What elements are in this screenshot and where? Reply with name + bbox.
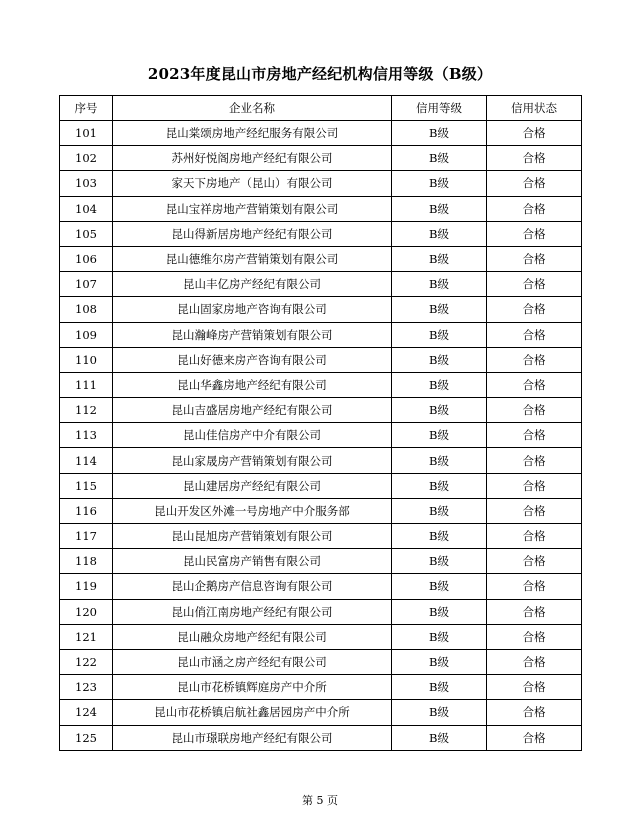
cell-credit-grade: B级 <box>392 221 487 246</box>
cell-serial-number: 101 <box>60 121 113 146</box>
cell-serial-number: 117 <box>60 524 113 549</box>
cell-company-name: 昆山市涵之房产经纪有限公司 <box>113 649 392 674</box>
cell-company-name: 昆山开发区外滩一号房地产中介服务部 <box>113 498 392 523</box>
cell-credit-grade: B级 <box>392 246 487 271</box>
cell-credit-grade: B级 <box>392 549 487 574</box>
cell-serial-number: 116 <box>60 498 113 523</box>
cell-credit-grade: B级 <box>392 649 487 674</box>
cell-company-name: 昆山瀚峰房产营销策划有限公司 <box>113 322 392 347</box>
header-company-name: 企业名称 <box>113 96 392 121</box>
cell-serial-number: 106 <box>60 246 113 271</box>
page-number: 第 5 页 <box>302 794 338 807</box>
cell-company-name: 昆山融众房地产经纪有限公司 <box>113 624 392 649</box>
cell-credit-status: 合格 <box>487 725 582 750</box>
cell-credit-status: 合格 <box>487 675 582 700</box>
cell-serial-number: 112 <box>60 398 113 423</box>
cell-credit-status: 合格 <box>487 549 582 574</box>
document-title: 2023年度昆山市房地产经纪机构信用等级（B级） <box>147 65 493 83</box>
cell-company-name: 昆山固家房地产咨询有限公司 <box>113 297 392 322</box>
cell-credit-status: 合格 <box>487 272 582 297</box>
cell-serial-number: 118 <box>60 549 113 574</box>
cell-serial-number: 103 <box>60 171 113 196</box>
cell-company-name: 昆山棠颂房地产经纪服务有限公司 <box>113 121 392 146</box>
cell-serial-number: 120 <box>60 599 113 624</box>
table-row <box>60 246 582 271</box>
cell-company-name: 昆山市璟联房地产经纪有限公司 <box>113 725 392 750</box>
cell-credit-status: 合格 <box>487 498 582 523</box>
cell-credit-status: 合格 <box>487 624 582 649</box>
table-row <box>60 524 582 549</box>
table-row <box>60 498 582 523</box>
cell-credit-grade: B级 <box>392 473 487 498</box>
cell-credit-status: 合格 <box>487 246 582 271</box>
cell-credit-status: 合格 <box>487 347 582 372</box>
cell-credit-status: 合格 <box>487 297 582 322</box>
table-row <box>60 675 582 700</box>
table-body <box>60 121 582 751</box>
cell-credit-grade: B级 <box>392 624 487 649</box>
cell-credit-status: 合格 <box>487 599 582 624</box>
cell-credit-status: 合格 <box>487 473 582 498</box>
cell-company-name: 昆山吉盛居房地产经纪有限公司 <box>113 398 392 423</box>
table-row <box>60 196 582 221</box>
cell-credit-status: 合格 <box>487 121 582 146</box>
cell-serial-number: 124 <box>60 700 113 725</box>
cell-company-name: 昆山德维尔房产营销策划有限公司 <box>113 246 392 271</box>
cell-credit-grade: B级 <box>392 524 487 549</box>
cell-credit-grade: B级 <box>392 372 487 397</box>
cell-serial-number: 102 <box>60 146 113 171</box>
table-row <box>60 297 582 322</box>
cell-credit-grade: B级 <box>392 448 487 473</box>
cell-credit-status: 合格 <box>487 372 582 397</box>
cell-company-name: 昆山民富房产销售有限公司 <box>113 549 392 574</box>
cell-serial-number: 113 <box>60 423 113 448</box>
cell-company-name: 家天下房地产（昆山）有限公司 <box>113 171 392 196</box>
cell-serial-number: 111 <box>60 372 113 397</box>
cell-company-name: 昆山佳信房产中介有限公司 <box>113 423 392 448</box>
cell-credit-status: 合格 <box>487 448 582 473</box>
cell-credit-grade: B级 <box>392 423 487 448</box>
cell-credit-status: 合格 <box>487 146 582 171</box>
cell-company-name: 昆山俏江南房地产经纪有限公司 <box>113 599 392 624</box>
table-row <box>60 574 582 599</box>
cell-credit-grade: B级 <box>392 398 487 423</box>
cell-company-name: 苏州好悦阁房地产经纪有限公司 <box>113 146 392 171</box>
cell-credit-status: 合格 <box>487 574 582 599</box>
cell-company-name: 昆山丰亿房产经纪有限公司 <box>113 272 392 297</box>
cell-company-name: 昆山家晟房产营销策划有限公司 <box>113 448 392 473</box>
cell-serial-number: 104 <box>60 196 113 221</box>
table-row <box>60 398 582 423</box>
table-row <box>60 423 582 448</box>
cell-credit-grade: B级 <box>392 599 487 624</box>
table-row <box>60 549 582 574</box>
cell-credit-status: 合格 <box>487 649 582 674</box>
credit-rating-table <box>59 95 582 751</box>
cell-company-name: 昆山好德来房产咨询有限公司 <box>113 347 392 372</box>
cell-company-name: 昆山建居房产经纪有限公司 <box>113 473 392 498</box>
cell-credit-status: 合格 <box>487 171 582 196</box>
table-row <box>60 700 582 725</box>
cell-credit-grade: B级 <box>392 272 487 297</box>
table-row <box>60 121 582 146</box>
cell-credit-grade: B级 <box>392 322 487 347</box>
cell-company-name: 昆山企鹅房产信息咨询有限公司 <box>113 574 392 599</box>
cell-serial-number: 107 <box>60 272 113 297</box>
cell-credit-grade: B级 <box>392 498 487 523</box>
cell-credit-status: 合格 <box>487 322 582 347</box>
cell-credit-grade: B级 <box>392 700 487 725</box>
cell-credit-grade: B级 <box>392 121 487 146</box>
table-row <box>60 272 582 297</box>
cell-serial-number: 110 <box>60 347 113 372</box>
cell-serial-number: 125 <box>60 725 113 750</box>
cell-credit-status: 合格 <box>487 398 582 423</box>
table-row <box>60 372 582 397</box>
table-row <box>60 322 582 347</box>
cell-serial-number: 123 <box>60 675 113 700</box>
cell-serial-number: 105 <box>60 221 113 246</box>
cell-credit-grade: B级 <box>392 196 487 221</box>
cell-credit-grade: B级 <box>392 725 487 750</box>
cell-serial-number: 109 <box>60 322 113 347</box>
table-row <box>60 448 582 473</box>
cell-company-name: 昆山得新居房地产经纪有限公司 <box>113 221 392 246</box>
cell-company-name: 昆山市花桥镇辉庭房产中介所 <box>113 675 392 700</box>
header-credit-grade: 信用等级 <box>392 96 487 121</box>
cell-credit-grade: B级 <box>392 297 487 322</box>
table-row <box>60 599 582 624</box>
cell-credit-grade: B级 <box>392 146 487 171</box>
cell-company-name: 昆山市花桥镇启航社鑫居园房产中介所 <box>113 700 392 725</box>
header-serial-number: 序号 <box>60 96 113 121</box>
cell-credit-status: 合格 <box>487 221 582 246</box>
cell-serial-number: 114 <box>60 448 113 473</box>
cell-serial-number: 121 <box>60 624 113 649</box>
cell-company-name: 昆山宝祥房地产营销策划有限公司 <box>113 196 392 221</box>
cell-credit-status: 合格 <box>487 524 582 549</box>
cell-credit-grade: B级 <box>392 171 487 196</box>
cell-credit-status: 合格 <box>487 423 582 448</box>
cell-credit-status: 合格 <box>487 196 582 221</box>
header-credit-status: 信用状态 <box>487 96 582 121</box>
table-row <box>60 725 582 750</box>
table-row <box>60 146 582 171</box>
table-row <box>60 221 582 246</box>
cell-credit-grade: B级 <box>392 574 487 599</box>
cell-serial-number: 108 <box>60 297 113 322</box>
cell-company-name: 昆山华鑫房地产经纪有限公司 <box>113 372 392 397</box>
table-row <box>60 347 582 372</box>
cell-serial-number: 122 <box>60 649 113 674</box>
table-row <box>60 624 582 649</box>
table-row <box>60 171 582 196</box>
table-header-row <box>60 96 582 121</box>
cell-credit-grade: B级 <box>392 347 487 372</box>
cell-serial-number: 115 <box>60 473 113 498</box>
cell-serial-number: 119 <box>60 574 113 599</box>
cell-company-name: 昆山昆旭房产营销策划有限公司 <box>113 524 392 549</box>
table-row <box>60 473 582 498</box>
cell-credit-grade: B级 <box>392 675 487 700</box>
table-row <box>60 649 582 674</box>
cell-credit-status: 合格 <box>487 700 582 725</box>
